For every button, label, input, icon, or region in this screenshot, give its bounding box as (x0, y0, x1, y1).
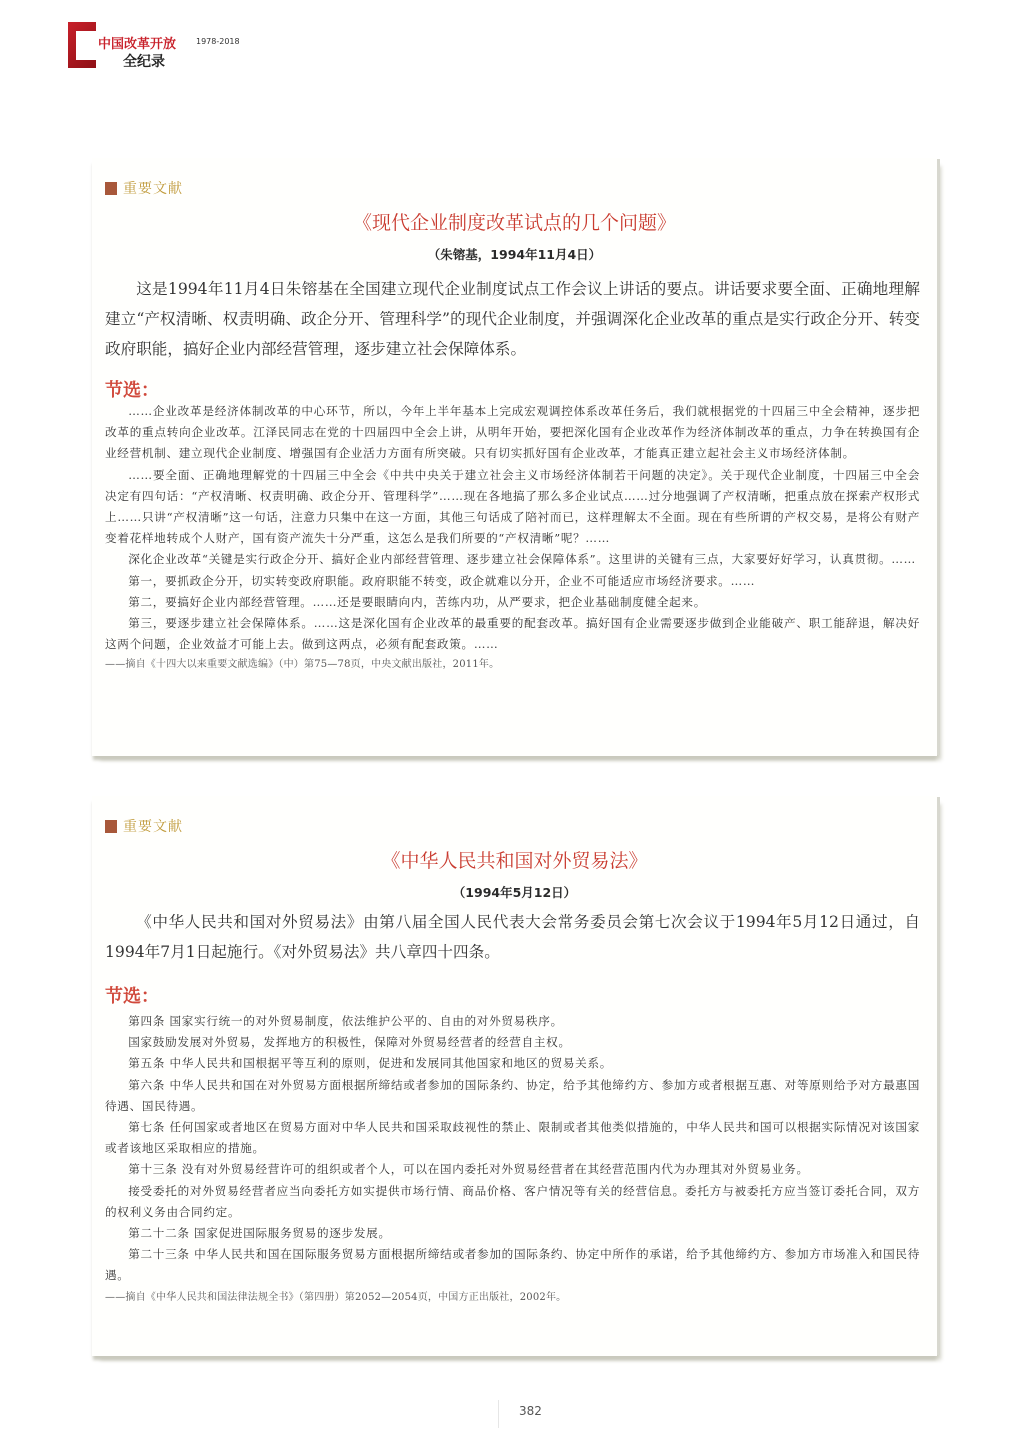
document-title: 《中华人民共和国对外贸易法》 (381, 850, 648, 872)
source-citation: ——摘自《中华人民共和国法律法规全书》（第四册）第2052—2054页，中国方正出版社，2002年。 (105, 1291, 567, 1303)
logo-mark-icon (68, 22, 96, 68)
document-intro: 《中华人民共和国对外贸易法》由第八届全国人民代表大会常务委员会第七次会议于1994年5月12日通过，自1994年7月1日起施行。《对外贸易法》共八章四十四条。 (105, 913, 920, 961)
source-citation: ——摘自《十四大以来重要文献选编》（中）第75—78页，中央文献出版社，2011年。 (105, 659, 500, 671)
document-subtitle: （1994年5月12日） (452, 885, 577, 900)
tag-square-icon (105, 820, 117, 833)
document-card (92, 158, 937, 756)
series-logo (68, 22, 308, 72)
footer-divider (498, 1400, 499, 1428)
excerpt-paragraph: 第七条 任何国家或者地区在贸易方面对中华人民共和国采取歧视性的禁止、限制或者其他类似措施的，中华人民共和国可以根据实际情况对该国家或者该地区采取相应的措施。 (105, 1120, 920, 1156)
section-tag-label: 重要文献 (123, 819, 183, 835)
excerpt-paragraph: 深化企业改革“关键是实行政企分开、搞好企业内部经营管理、逐步建立社会保障体系”。这里讲的关键有三点，大家要好好学习，认真贯彻。…… (128, 552, 916, 567)
excerpt-paragraph: 第五条 中华人民共和国根据平等互利的原则，促进和发展同其他国家和地区的贸易关系。 (128, 1056, 613, 1071)
tag-square-icon (105, 182, 117, 195)
excerpt-paragraph: 第十三条 没有对外贸易经营许可的组织或者个人，可以在国内委托对外贸易经营者在其经营范围内代为办理其对外贸易业务。 (128, 1162, 809, 1177)
section-tag-label: 重要文献 (123, 181, 183, 197)
page-number: 382 (519, 1404, 542, 1418)
excerpt-paragraph: ……要全面、正确地理解党的十四届三中全会《中共中央关于建立社会主义市场经济体制若干问题的决定》。关于现代企业制度，十四届三中全会决定有四句话：“产权清晰、权责明确、政企分开、管理科学”……现在各地搞了那么多企业试点……过分地强调了产权清晰，把重点放在探索产权形式上……只讲“产权清晰”这一句话，注意力只集中在这一方面，其他三句话成了陪衬而已，这样理解太不全面。现在有些所谓的产权交易，是将公有财产变着花样地转成个人财产，国有资产流失十分严重，这怎么是我们所要的“产权清晰”呢？…… (105, 467, 920, 546)
excerpt-paragraph: 第六条 中华人民共和国在对外贸易方面根据所缔结或者参加的国际条约、协定，给予其他缔约方、参加方或者根据互惠、对等原则给予对方最惠国待遇、国民待遇。 (105, 1077, 920, 1113)
excerpt-paragraph: 第三，要逐步建立社会保障体系。……这是深化国有企业改革的最重要的配套改革。搞好国有企业需要逐步做到企业能破产、职工能辞退，解决好这两个问题，企业效益才可能上去。做到这两点，必须有配套政策。…… (105, 616, 920, 652)
document-subtitle: （朱镕基，1994年11月4日） (427, 247, 602, 262)
document-card (92, 796, 937, 1356)
excerpt-paragraph: ……企业改革是经济体制改革的中心环节，所以，今年上半年基本上完成宏观调控体系改革任务后，我们就根据党的十四届三中全会精神，逐步把改革的重点转向企业改革。江泽民同志在党的十四届四中全会上讲，从明年开始，要把深化国有企业改革作为经济体制改革的重点，力争在转换国有企业经营机制、建立现代企业制度、增强国有企业活力方面有所突破。只有切实抓好国有企业改革，才能真正建立起社会主义市场经济体制。 (105, 404, 920, 461)
excerpt-heading: 节选： (105, 986, 159, 1007)
series-subtitle: 全纪录 (123, 54, 165, 70)
excerpt-paragraph: 第四条 国家实行统一的对外贸易制度，依法维护公平的、自由的对外贸易秩序。 (128, 1014, 563, 1028)
section-tag (105, 178, 183, 198)
section-tag (105, 816, 183, 836)
excerpt-body (105, 1011, 920, 1308)
excerpt-paragraph: 第二十三条 中华人民共和国在国际服务贸易方面根据所缔结或者参加的国际条约、协定中所作的承诺，给予其他缔约方、参加方市场准入和国民待遇。 (105, 1247, 920, 1283)
excerpt-paragraph: 接受委托的对外贸易经营者应当向委托方如实提供市场行情、商品价格、客户情况等有关的经营信息。委托方与被委托方应当签订委托合同，双方的权利义务由合同约定。 (105, 1183, 920, 1219)
document-intro: 这是1994年11月4日朱镕基在全国建立现代企业制度试点工作会议上讲话的要点。讲话要求要全面、正确地理解建立“产权清晰、权责明确、政企分开、管理科学”的现代企业制度，并强调深化企业改革的重点是实行政企分开、转变政府职能，搞好企业内部经营管理，逐步建立社会保障体系。 (105, 280, 920, 358)
excerpt-paragraph: 国家鼓励发展对外贸易，发挥地方的积极性，保障对外贸易经营者的经营自主权。 (128, 1035, 571, 1050)
series-years: 1978-2018 (196, 37, 240, 46)
series-title: 中国改革开放 (98, 37, 177, 52)
excerpt-paragraph: 第二十二条 国家促进国际服务贸易的逐步发展。 (128, 1226, 391, 1241)
excerpt-body (105, 401, 920, 674)
document-title: 《现代企业制度改革试点的几个问题》 (352, 212, 676, 234)
excerpt-paragraph: 第一，要抓政企分开，切实转变政府职能。政府职能不转变，政企就难以分开，企业不可能适应市场经济要求。…… (128, 573, 756, 588)
excerpt-heading: 节选： (105, 380, 159, 401)
excerpt-paragraph: 第二，要搞好企业内部经营管理。……还是要眼睛向内，苦练内功，从严要求，把企业基础制度健全起来。 (128, 594, 706, 609)
